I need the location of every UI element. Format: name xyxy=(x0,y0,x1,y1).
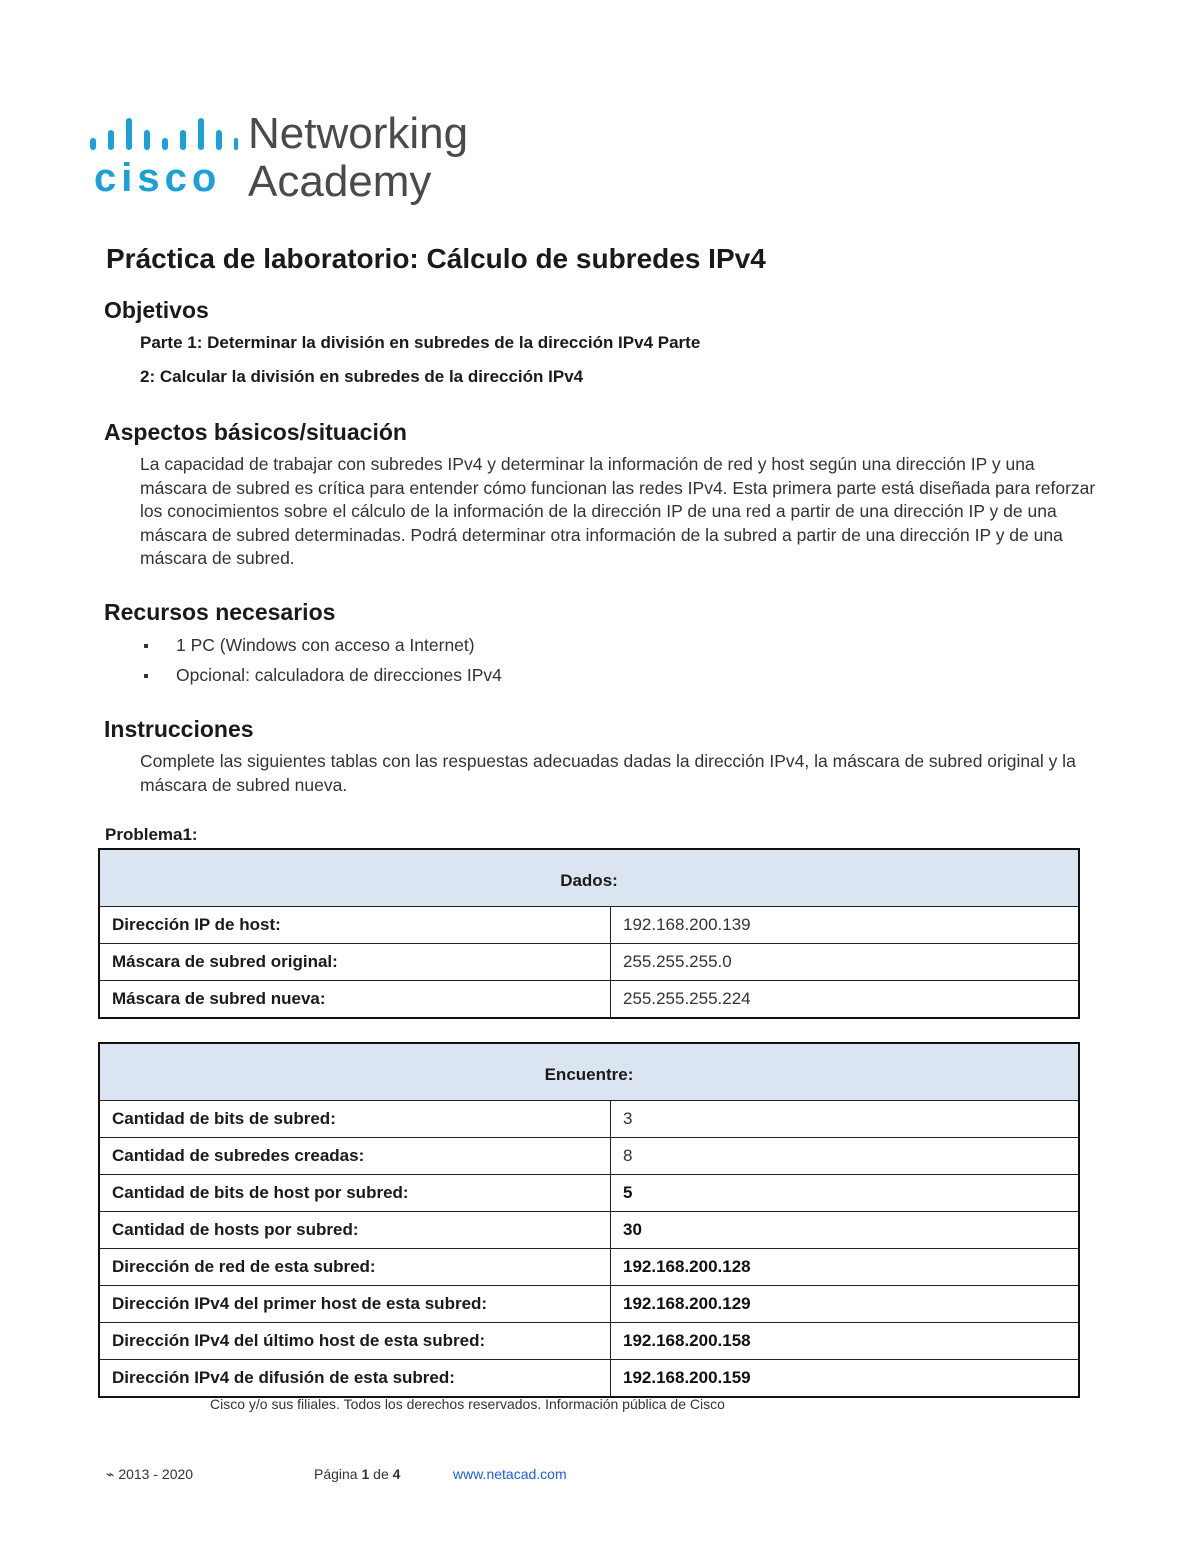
logo-line2: Academy xyxy=(248,157,432,206)
table-cell-value: 192.168.200.129 xyxy=(611,1286,1080,1323)
cisco-bars-icon xyxy=(88,114,238,160)
table-cell-label: Cantidad de bits de subred: xyxy=(99,1101,611,1138)
instructions-heading: Instrucciones xyxy=(104,716,254,742)
table-cell-label: Dirección IP de host: xyxy=(99,907,611,944)
table-row xyxy=(99,1286,1079,1323)
copyright-years: 2013 - 2020 xyxy=(118,1466,194,1482)
table-row xyxy=(99,981,1079,1019)
table-cell-label: Máscara de subred nueva: xyxy=(99,981,611,1019)
page-word: Página xyxy=(314,1466,358,1482)
footer-copyright xyxy=(106,1466,193,1483)
table-row xyxy=(99,907,1079,944)
background-heading: Aspectos básicos/situación xyxy=(104,419,407,445)
footer-page-number xyxy=(314,1466,400,1482)
page-of: de xyxy=(373,1466,389,1482)
table-header-row xyxy=(99,1043,1079,1101)
objective-line-1: Parte 1: Determinar la división en subredes de la dirección IPv4 Parte xyxy=(140,333,701,352)
table-row xyxy=(99,1360,1079,1398)
page-title: Práctica de laboratorio: Cálculo de subredes IPv4 xyxy=(106,243,766,274)
page-num: 1 xyxy=(361,1466,370,1482)
table-row xyxy=(99,1212,1079,1249)
find-table xyxy=(98,1042,1080,1398)
table-cell-label: Cantidad de subredes creadas: xyxy=(99,1138,611,1175)
table-cell-value: 192.168.200.159 xyxy=(611,1360,1080,1398)
table-cell-label: Cantidad de bits de host por subred: xyxy=(99,1175,611,1212)
table-cell-value: 255.255.255.224 xyxy=(611,981,1080,1019)
table-row xyxy=(99,1175,1079,1212)
table-cell-value: 192.168.200.128 xyxy=(611,1249,1080,1286)
table-row xyxy=(99,1138,1079,1175)
instructions-text: Complete las siguientes tablas con las respuestas adecuadas dadas la dirección IPv4, la máscara de subred original y la máscara de subred nueva. xyxy=(140,751,1076,795)
footer-link[interactable]: www.netacad.com xyxy=(453,1466,567,1482)
table-cell-label: Dirección de red de esta subred: xyxy=(99,1249,611,1286)
objectives-heading: Objetivos xyxy=(104,297,209,323)
find-table-header: Encuentre: xyxy=(99,1043,1079,1101)
table-row xyxy=(99,1323,1079,1360)
table-row xyxy=(99,1101,1079,1138)
table-cell-value: 192.168.200.139 xyxy=(611,907,1080,944)
list-item: Opcional: calculadora de direcciones IPv4 xyxy=(140,660,502,690)
objective-line-2: 2: Calcular la división en subredes de la dirección IPv4 xyxy=(140,367,584,386)
cisco-wordmark: cisco xyxy=(94,156,222,200)
table-cell-value: 8 xyxy=(611,1138,1080,1175)
table-cell-label: Dirección IPv4 del primer host de esta subred: xyxy=(99,1286,611,1323)
list-item: 1 PC (Windows con acceso a Internet) xyxy=(140,630,502,660)
page-total: 4 xyxy=(392,1466,401,1482)
cisco-networking-academy-logo xyxy=(88,108,488,206)
table-cell-value: 255.255.255.0 xyxy=(611,944,1080,981)
given-table xyxy=(98,848,1080,1019)
table-cell-label: Dirección IPv4 del último host de esta subred: xyxy=(99,1323,611,1360)
copyright-icon: ⌁ xyxy=(106,1466,115,1482)
table-cell-value: 5 xyxy=(611,1175,1080,1212)
footer-note: Cisco y/o sus filiales. Todos los derechos reservados. Información pública de Cisco xyxy=(210,1396,725,1412)
problem-label: Problema1: xyxy=(105,825,198,844)
table-header-row xyxy=(99,849,1079,907)
logo-text xyxy=(248,110,468,206)
table-cell-value: 30 xyxy=(611,1212,1080,1249)
table-row xyxy=(99,1249,1079,1286)
table-cell-label: Máscara de subred original: xyxy=(99,944,611,981)
logo-line1: Networking xyxy=(248,109,469,158)
resources-list xyxy=(140,630,502,690)
table-cell-label: Dirección IPv4 de difusión de esta subred: xyxy=(99,1360,611,1398)
table-cell-label: Cantidad de hosts por subred: xyxy=(99,1212,611,1249)
table-row xyxy=(99,944,1079,981)
resources-heading: Recursos necesarios xyxy=(104,599,336,625)
given-table-header: Dados: xyxy=(99,849,1079,907)
background-text: La capacidad de trabajar con subredes IPv4 y determinar la información de red y host según una dirección IP y una máscara de subred es crítica para entender cómo funcionan las redes IPv4. Esta primera parte está diseñada para reforzar los conocimientos sobre el cálculo de la información de la dirección IP de una red a partir de una dirección IP y de una máscara de subred determinadas. Podrá determinar otra información de la subred a partir de una dirección IP y de una máscara de subred. xyxy=(140,454,1096,568)
table-cell-value: 3 xyxy=(611,1101,1080,1138)
table-cell-value: 192.168.200.158 xyxy=(611,1323,1080,1360)
